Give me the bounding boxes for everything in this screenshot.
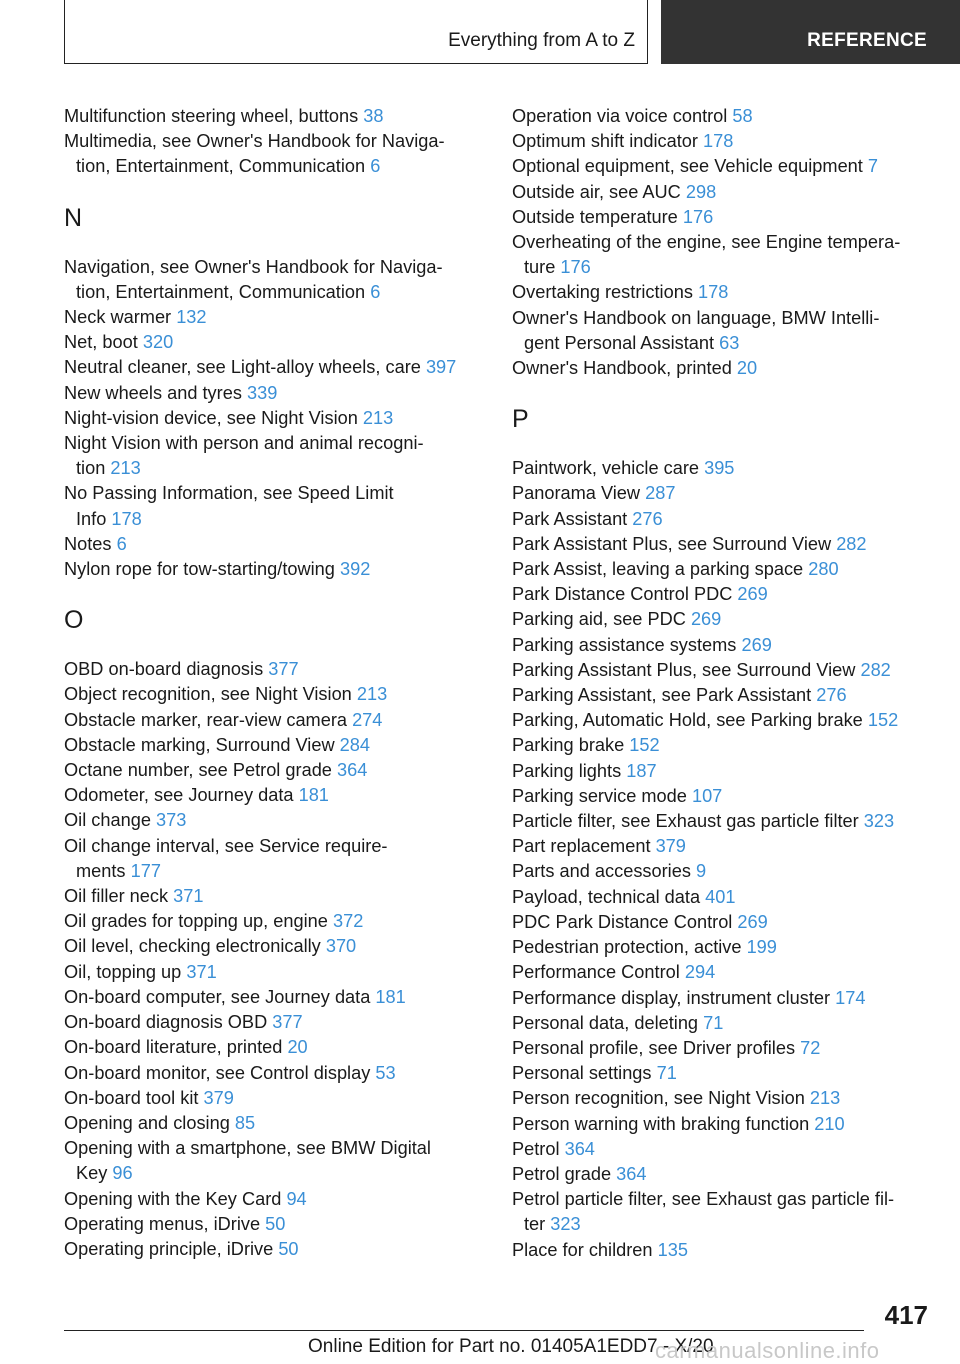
- index-entry-text: Performance Control: [512, 962, 680, 983]
- index-entry: [64, 305, 494, 330]
- index-entry: [64, 1086, 494, 1111]
- page-reference-link[interactable]: 213: [362, 407, 394, 428]
- page-reference-link[interactable]: 320: [142, 332, 174, 353]
- page-reference-link[interactable]: 53: [375, 1062, 396, 1083]
- index-entry: [64, 808, 494, 833]
- index-entry-text: Object recognition, see Night Vision: [64, 684, 352, 705]
- page-reference-link[interactable]: 38: [363, 106, 384, 126]
- index-entry: [64, 758, 494, 783]
- page-reference-link[interactable]: 269: [737, 911, 768, 932]
- index-entry-text: Park Assistant: [512, 508, 628, 529]
- index-entry: [512, 1137, 942, 1162]
- index-entry-text: Petrol grade: [512, 1163, 612, 1184]
- index-entry-text: Personal profile, see Driver profiles: [512, 1037, 796, 1058]
- index-entry-text: Night Vision with person and animal recogni-: [64, 433, 424, 454]
- index-entry: [512, 230, 942, 280]
- index-letter-heading: P: [512, 405, 529, 434]
- index-entry-text: Overtaking restrictions: [512, 282, 693, 303]
- page-reference-link[interactable]: 50: [265, 1213, 286, 1234]
- index-entry-text: Parking, Automatic Hold, see Parking brake: [512, 710, 863, 731]
- index-entry-text: Parts and accessories: [512, 861, 691, 882]
- index-entry: [512, 1086, 942, 1111]
- index-entry-text: Night-vision device, see Night Vision: [64, 407, 358, 428]
- section-tab-reference: [661, 0, 960, 64]
- page-reference-link[interactable]: 178: [698, 282, 729, 303]
- index-entry-text: On-board literature, printed: [64, 1037, 283, 1058]
- index-entry-text: On-board monitor, see Control display: [64, 1062, 371, 1083]
- page-number: 417: [884, 1300, 928, 1330]
- page-reference-link[interactable]: 323: [863, 811, 895, 832]
- page-reference-link[interactable]: 372: [332, 911, 364, 932]
- index-entry-text: Owner's Handbook, printed: [512, 358, 732, 379]
- page-reference-link[interactable]: 176: [560, 257, 591, 278]
- index-entry: [512, 607, 942, 632]
- index-entry: [512, 481, 942, 506]
- page-reference-link[interactable]: 135: [657, 1239, 688, 1260]
- index-entry-text: Petrol particle filter, see Exhaust gas particle fil-: [512, 1189, 895, 1210]
- index-entry: [512, 1061, 942, 1086]
- page-reference-link[interactable]: 287: [645, 483, 676, 504]
- index-entry-text: Person warning with braking function: [512, 1113, 810, 1134]
- index-entry-text: ture: [524, 257, 556, 278]
- index-entry: [512, 809, 942, 834]
- page-reference-link[interactable]: 96: [112, 1163, 133, 1184]
- index-entry-text: Personal data, deleting: [512, 1012, 699, 1033]
- index-entry: [512, 356, 942, 381]
- index-entry-text: Personal settings: [512, 1063, 652, 1084]
- index-entry-text: Pedestrian protection, active: [512, 937, 742, 958]
- page-reference-link[interactable]: 181: [375, 986, 406, 1007]
- index-entry-text: Multimedia, see Owner's Handbook for Naviga-: [64, 131, 445, 152]
- index-entry-text: Park Assistant Plus, see Surround View: [512, 533, 832, 554]
- index-column-left: [64, 104, 494, 1262]
- page-reference-link[interactable]: 269: [741, 634, 772, 655]
- page-reference-link[interactable]: 213: [356, 684, 388, 705]
- index-entry-text: Opening and closing: [64, 1112, 230, 1133]
- page-reference-link[interactable]: 274: [352, 709, 383, 730]
- index-entry: [64, 355, 494, 380]
- index-entry-text: Person recognition, see Night Vision: [512, 1088, 805, 1109]
- index-entry-text: Oil, topping up: [64, 961, 182, 982]
- page-reference-link[interactable]: 132: [176, 307, 207, 328]
- page-reference-link[interactable]: 174: [835, 987, 866, 1008]
- index-entry-text: On-board computer, see Journey data: [64, 986, 371, 1007]
- footer-divider: [64, 1330, 864, 1331]
- index-entry: [512, 154, 942, 179]
- index-entry: [512, 1011, 942, 1036]
- page-reference-link[interactable]: 20: [736, 358, 758, 379]
- index-entry: [64, 1035, 494, 1060]
- page-reference-link[interactable]: 6: [116, 533, 127, 554]
- index-entry: [512, 129, 942, 154]
- index-entry: [512, 683, 942, 708]
- index-entry-text: Parking Assistant, see Park Assistant: [512, 685, 812, 706]
- index-entry-text: On-board diagnosis OBD: [64, 1012, 268, 1033]
- index-entry-text: Parking aid, see PDC: [512, 609, 686, 630]
- page-reference-link[interactable]: 298: [685, 181, 717, 202]
- index-entry: [64, 129, 494, 179]
- index-entry: [512, 1238, 942, 1263]
- index-entry: [512, 834, 942, 859]
- page-reference-link[interactable]: 377: [272, 1012, 303, 1033]
- index-entry-text: Optional equipment, see Vehicle equipment: [512, 156, 863, 177]
- index-entry: [64, 682, 494, 707]
- page-reference-link[interactable]: 178: [703, 131, 734, 152]
- index-entry-text: tion: [76, 458, 106, 479]
- index-letter-heading: O: [64, 606, 84, 635]
- index-entry-text: Info: [76, 508, 107, 529]
- page-reference-link[interactable]: 177: [130, 860, 161, 881]
- index-entry-text: Nylon rope for tow-starting/towing: [64, 559, 335, 580]
- index-entry-text: Overheating of the engine, see Engine tempera-: [512, 232, 901, 253]
- page-reference-link[interactable]: 339: [246, 382, 278, 403]
- index-entry-text: OBD on-board diagnosis: [64, 659, 264, 680]
- index-entry: [64, 532, 494, 557]
- page-reference-link[interactable]: 94: [286, 1188, 307, 1209]
- index-entry-text: Operating principle, iDrive: [64, 1238, 274, 1259]
- index-entry-text: Paintwork, vehicle care: [512, 458, 700, 479]
- index-entry: [512, 759, 942, 784]
- index-entry: [64, 255, 494, 305]
- page-reference-link[interactable]: 269: [737, 584, 768, 605]
- watermark: carmanualsonline.info: [655, 1338, 880, 1363]
- page-reference-link[interactable]: 210: [814, 1113, 845, 1134]
- index-entry: [512, 859, 942, 884]
- page-reference-link[interactable]: 181: [298, 785, 329, 806]
- index-entry: [64, 1237, 494, 1262]
- footer-edition-text: Online Edition for Part no. 01405A1EDD7 - X/20: [308, 1336, 714, 1357]
- index-entry: [64, 431, 494, 481]
- index-entry: [512, 1162, 942, 1187]
- page-reference-link[interactable]: 6: [370, 281, 381, 302]
- page-reference-link[interactable]: 199: [746, 937, 777, 958]
- index-entry-text: Oil change interval, see Service require-: [64, 835, 388, 856]
- index-entry-text: Petrol: [512, 1138, 560, 1159]
- index-entry-text: Obstacle marking, Surround View: [64, 734, 335, 755]
- index-entry-text: Optimum shift indicator: [512, 131, 698, 152]
- page-reference-link[interactable]: 213: [809, 1088, 841, 1109]
- index-entry: [64, 657, 494, 682]
- index-entry: [64, 1136, 494, 1186]
- index-entry: [512, 1112, 942, 1137]
- index-entry-text: Parking assistance systems: [512, 634, 737, 655]
- index-entry: [64, 960, 494, 985]
- page-reference-link[interactable]: 178: [111, 508, 142, 529]
- page-reference-link[interactable]: 280: [808, 559, 839, 580]
- index-entry: [512, 935, 942, 960]
- index-entry-text: New wheels and tyres: [64, 382, 242, 403]
- index-entry-text: Navigation, see Owner's Handbook for Naviga-: [64, 256, 443, 277]
- index-entry: [512, 633, 942, 658]
- index-entry-text: Owner's Handbook on language, BMW Intelli-: [512, 307, 880, 328]
- page-reference-link[interactable]: 370: [325, 936, 357, 957]
- index-entry: [512, 507, 942, 532]
- index-entry: [64, 1187, 494, 1212]
- index-entry: [64, 330, 494, 355]
- index-entry-text: Outside air, see AUC: [512, 181, 681, 202]
- page-reference-link[interactable]: 284: [339, 734, 371, 755]
- page-reference-link[interactable]: 379: [203, 1087, 234, 1108]
- page-reference-link[interactable]: 20: [287, 1037, 308, 1058]
- index-entry: [512, 986, 942, 1011]
- page-reference-link[interactable]: 397: [425, 357, 457, 378]
- index-entry-text: Oil filler neck: [64, 886, 169, 907]
- page-reference-link[interactable]: 377: [268, 659, 299, 680]
- page-reference-link[interactable]: 213: [110, 458, 141, 479]
- index-entry: [64, 557, 494, 582]
- index-entry-text: gent Personal Assistant: [524, 332, 715, 353]
- page-reference-link[interactable]: 276: [632, 508, 663, 529]
- index-entry: [512, 180, 942, 205]
- index-entry: [512, 582, 942, 607]
- page-reference-link[interactable]: 401: [705, 886, 736, 907]
- header-title: Everything from A to Z: [448, 30, 635, 51]
- index-entry: [512, 658, 942, 683]
- index-letter-heading: N: [64, 203, 83, 232]
- index-entry-text: ments: [76, 860, 126, 881]
- index-entry-text: Performance display, instrument cluster: [512, 987, 831, 1008]
- page-reference-link[interactable]: 373: [156, 810, 187, 831]
- index-entry-text: Payload, technical data: [512, 886, 701, 907]
- index-entry: [512, 205, 942, 230]
- page-reference-link[interactable]: 395: [704, 458, 735, 479]
- index-entry-text: PDC Park Distance Control: [512, 911, 733, 932]
- page-reference-link[interactable]: 371: [186, 961, 217, 982]
- index-entry-text: Part replacement: [512, 836, 651, 857]
- page-reference-link[interactable]: 379: [655, 836, 686, 857]
- index-entry-text: Octane number, see Petrol grade: [64, 760, 332, 781]
- index-entry-text: Neutral cleaner, see Light-alloy wheels, care: [64, 357, 421, 378]
- index-entry-text: ter: [524, 1214, 546, 1235]
- page-reference-link[interactable]: 152: [629, 735, 660, 756]
- page-reference-link[interactable]: 71: [703, 1012, 724, 1033]
- page-reference-link[interactable]: 364: [564, 1138, 595, 1159]
- index-entry-text: tion, Entertainment, Communication: [76, 156, 366, 177]
- index-entry-text: Oil grades for topping up, engine: [64, 911, 328, 932]
- page-reference-link[interactable]: 6: [370, 156, 381, 177]
- page-reference-link[interactable]: 50: [278, 1238, 299, 1259]
- index-entry-text: Opening with the Key Card: [64, 1188, 282, 1209]
- page-reference-link[interactable]: 63: [719, 332, 740, 353]
- index-entry-text: Key: [76, 1163, 108, 1184]
- index-entry: [64, 481, 494, 531]
- index-entry: [512, 1036, 942, 1061]
- page-reference-link[interactable]: 282: [836, 533, 867, 554]
- index-entry-text: Parking lights: [512, 760, 622, 781]
- page-reference-link[interactable]: 9: [696, 861, 707, 882]
- page-reference-link[interactable]: 282: [860, 659, 891, 680]
- index-entry-text: Neck warmer: [64, 307, 172, 328]
- index-entry: [64, 884, 494, 909]
- index-entry: [64, 1111, 494, 1136]
- index-entry: [512, 306, 942, 356]
- index-entry-text: Parking Assistant Plus, see Surround View: [512, 659, 856, 680]
- page-reference-link[interactable]: 276: [816, 685, 847, 706]
- index-entry: [512, 885, 942, 910]
- index-entry-text: Oil change: [64, 810, 151, 831]
- index-entry-text: Opening with a smartphone, see BMW Digital: [64, 1138, 431, 1159]
- index-entry: [512, 532, 942, 557]
- index-entry-text: Place for children: [512, 1239, 653, 1260]
- index-entry: [512, 910, 942, 935]
- index-entry: [64, 733, 494, 758]
- index-entry-text: Odometer, see Journey data: [64, 785, 294, 806]
- index-entry: [512, 456, 942, 481]
- index-entry-text: tion, Entertainment, Communication: [76, 281, 366, 302]
- index-entry: [64, 1010, 494, 1035]
- index-entry-text: Obstacle marker, rear-view camera: [64, 709, 347, 730]
- index-entry: [64, 909, 494, 934]
- index-entry: [64, 708, 494, 733]
- page-reference-link[interactable]: 364: [616, 1163, 647, 1184]
- index-entry-text: Outside temperature: [512, 206, 678, 227]
- index-entry-text: Panorama View: [512, 483, 641, 504]
- index-entry-text: Net, boot: [64, 332, 138, 353]
- index-entry-text: Particle filter, see Exhaust gas particle filter: [512, 811, 859, 832]
- index-entry-text: No Passing Information, see Speed Limit: [64, 483, 394, 504]
- page-reference-link[interactable]: 85: [234, 1112, 256, 1133]
- index-entry: [64, 985, 494, 1010]
- index-entry: [64, 934, 494, 959]
- index-entry-text: Parking service mode: [512, 785, 687, 806]
- index-entry: [64, 1212, 494, 1237]
- index-entry: [64, 381, 494, 406]
- index-entry-text: Operation via voice control: [512, 106, 728, 126]
- index-entry: [512, 557, 942, 582]
- index-entry: [512, 708, 942, 733]
- page-reference-link[interactable]: 72: [800, 1037, 821, 1058]
- index-entry: [64, 406, 494, 431]
- page-reference-link[interactable]: 107: [691, 785, 723, 806]
- index-entry: [64, 834, 494, 884]
- index-entry-text: Parking brake: [512, 735, 625, 756]
- page-reference-link[interactable]: 269: [690, 609, 722, 630]
- page-reference-link[interactable]: 371: [173, 886, 204, 907]
- index-entry-text: On-board tool kit: [64, 1087, 199, 1108]
- page-reference-link[interactable]: 58: [732, 106, 753, 126]
- index-entry-text: Park Assist, leaving a parking space: [512, 559, 804, 580]
- page-reference-link[interactable]: 323: [550, 1214, 581, 1235]
- index-entry: [512, 784, 942, 809]
- index-entry-text: Operating menus, iDrive: [64, 1213, 261, 1234]
- header-box: [64, 0, 648, 64]
- index-entry-text: Multifunction steering wheel, buttons: [64, 106, 359, 126]
- page-reference-link[interactable]: 152: [867, 710, 899, 731]
- index-entry: [512, 960, 942, 985]
- index-entry: [512, 1187, 942, 1237]
- index-entry: [512, 104, 942, 129]
- index-column-right: [512, 104, 942, 1263]
- index-entry: [512, 280, 942, 305]
- index-entry: [64, 1061, 494, 1086]
- index-entry: [512, 733, 942, 758]
- page-reference-link[interactable]: 7: [867, 156, 879, 177]
- page-reference-link[interactable]: 294: [684, 962, 716, 983]
- page-reference-link[interactable]: 364: [336, 760, 368, 781]
- section-tab-label: REFERENCE: [807, 30, 927, 51]
- page-reference-link[interactable]: 71: [656, 1063, 677, 1084]
- index-entry: [64, 783, 494, 808]
- index-entry-text: Oil level, checking electronically: [64, 936, 321, 957]
- page-reference-link[interactable]: 176: [682, 206, 714, 227]
- page-reference-link[interactable]: 187: [626, 760, 657, 781]
- page-reference-link[interactable]: 392: [339, 559, 371, 580]
- index-entry-text: Park Distance Control PDC: [512, 584, 733, 605]
- index-entry-text: Notes: [64, 533, 112, 554]
- index-entry: [64, 104, 494, 129]
